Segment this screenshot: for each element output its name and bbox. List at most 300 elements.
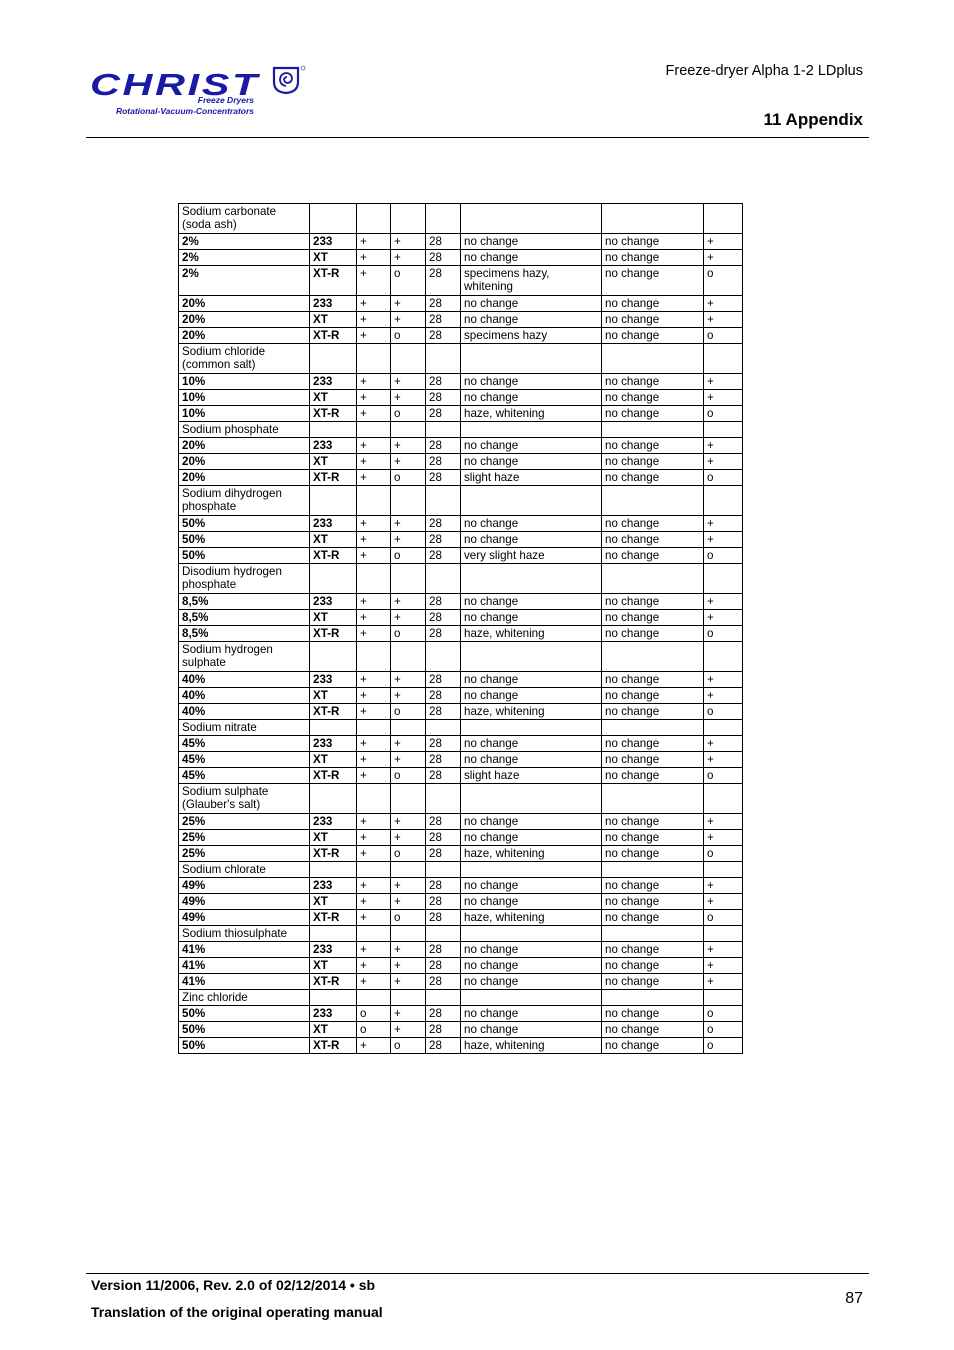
observation-2-cell: no change xyxy=(602,470,704,486)
material-cell: 233 xyxy=(310,438,357,454)
concentration-cell: 50% xyxy=(179,548,310,564)
concentration-cell: 10% xyxy=(179,406,310,422)
observation-cell: no change xyxy=(461,532,602,548)
rating-cell: o xyxy=(704,910,743,926)
duration-cell: 28 xyxy=(426,234,461,250)
empty-cell xyxy=(461,486,602,516)
empty-cell xyxy=(357,926,391,942)
resistance-b-cell: + xyxy=(391,532,426,548)
empty-cell xyxy=(310,486,357,516)
table-row xyxy=(179,454,743,470)
substance-group-row xyxy=(179,204,743,234)
concentration-cell: 20% xyxy=(179,470,310,486)
rating-cell: + xyxy=(704,374,743,390)
rating-cell: + xyxy=(704,894,743,910)
observation-cell: no change xyxy=(461,312,602,328)
concentration-cell: 41% xyxy=(179,942,310,958)
concentration-cell: 45% xyxy=(179,768,310,784)
resistance-a-cell: + xyxy=(357,296,391,312)
resistance-b-cell: o xyxy=(391,470,426,486)
observation-cell: very slight haze xyxy=(461,548,602,564)
observation-2-cell: no change xyxy=(602,548,704,564)
concentration-cell: 41% xyxy=(179,958,310,974)
empty-cell xyxy=(391,486,426,516)
empty-cell xyxy=(704,564,743,594)
duration-cell: 28 xyxy=(426,814,461,830)
observation-cell: no change xyxy=(461,438,602,454)
table-row xyxy=(179,532,743,548)
resistance-a-cell: + xyxy=(357,752,391,768)
resistance-a-cell: + xyxy=(357,958,391,974)
empty-cell xyxy=(704,720,743,736)
empty-cell xyxy=(461,642,602,672)
observation-cell: no change xyxy=(461,942,602,958)
resistance-a-cell: + xyxy=(357,406,391,422)
material-cell: 233 xyxy=(310,594,357,610)
substance-group-row xyxy=(179,564,743,594)
table-row xyxy=(179,910,743,926)
concentration-cell: 40% xyxy=(179,688,310,704)
material-cell: XT xyxy=(310,610,357,626)
table-row xyxy=(179,610,743,626)
observation-2-cell: no change xyxy=(602,814,704,830)
material-cell: XT xyxy=(310,958,357,974)
resistance-a-cell: + xyxy=(357,846,391,862)
empty-cell xyxy=(426,862,461,878)
table-row xyxy=(179,374,743,390)
resistance-a-cell: + xyxy=(357,594,391,610)
observation-2-cell: no change xyxy=(602,312,704,328)
observation-cell: no change xyxy=(461,958,602,974)
rating-cell: o xyxy=(704,626,743,642)
resistance-a-cell: + xyxy=(357,516,391,532)
substance-name: Zinc chloride xyxy=(179,990,310,1006)
christ-logo xyxy=(88,62,318,120)
resistance-a-cell: + xyxy=(357,910,391,926)
resistance-b-cell: o xyxy=(391,626,426,642)
observation-cell: no change xyxy=(461,830,602,846)
table-row xyxy=(179,752,743,768)
substance-name: Sodium dihydrogen phosphate xyxy=(179,486,310,516)
resistance-a-cell: + xyxy=(357,672,391,688)
substance-group-row xyxy=(179,720,743,736)
duration-cell: 28 xyxy=(426,532,461,548)
material-cell: XT xyxy=(310,894,357,910)
rating-cell: + xyxy=(704,532,743,548)
empty-cell xyxy=(310,564,357,594)
concentration-cell: 49% xyxy=(179,878,310,894)
resistance-a-cell: + xyxy=(357,312,391,328)
table-row xyxy=(179,250,743,266)
observation-2-cell: no change xyxy=(602,438,704,454)
observation-2-cell: no change xyxy=(602,1022,704,1038)
resistance-a-cell: + xyxy=(357,470,391,486)
empty-cell xyxy=(461,926,602,942)
observation-2-cell: no change xyxy=(602,958,704,974)
observation-2-cell: no change xyxy=(602,878,704,894)
resistance-b-cell: o xyxy=(391,328,426,344)
empty-cell xyxy=(602,784,704,814)
duration-cell: 28 xyxy=(426,1038,461,1054)
rating-cell: o xyxy=(704,266,743,296)
rating-cell: + xyxy=(704,390,743,406)
concentration-cell: 25% xyxy=(179,846,310,862)
footer-divider xyxy=(86,1273,869,1274)
resistance-b-cell: + xyxy=(391,878,426,894)
observation-cell: no change xyxy=(461,374,602,390)
rating-cell: o xyxy=(704,846,743,862)
material-cell: 233 xyxy=(310,516,357,532)
empty-cell xyxy=(357,564,391,594)
duration-cell: 28 xyxy=(426,878,461,894)
material-cell: XT xyxy=(310,830,357,846)
observation-2-cell: no change xyxy=(602,846,704,862)
rating-cell: + xyxy=(704,296,743,312)
concentration-cell: 20% xyxy=(179,296,310,312)
concentration-cell: 50% xyxy=(179,532,310,548)
observation-cell: no change xyxy=(461,516,602,532)
christ-logo-graphic xyxy=(88,62,318,120)
concentration-cell: 20% xyxy=(179,328,310,344)
observation-2-cell: no change xyxy=(602,626,704,642)
concentration-cell: 40% xyxy=(179,704,310,720)
empty-cell xyxy=(310,422,357,438)
observation-2-cell: no change xyxy=(602,1038,704,1054)
table-row xyxy=(179,438,743,454)
duration-cell: 28 xyxy=(426,688,461,704)
table-row xyxy=(179,768,743,784)
empty-cell xyxy=(310,344,357,374)
rating-cell: + xyxy=(704,752,743,768)
observation-cell: haze, whitening xyxy=(461,1038,602,1054)
material-cell: 233 xyxy=(310,296,357,312)
observation-cell: no change xyxy=(461,814,602,830)
table-row xyxy=(179,878,743,894)
rating-cell: + xyxy=(704,942,743,958)
empty-cell xyxy=(461,344,602,374)
empty-cell xyxy=(426,204,461,234)
resistance-b-cell: + xyxy=(391,814,426,830)
rating-cell: + xyxy=(704,234,743,250)
material-cell: XT-R xyxy=(310,768,357,784)
resistance-b-cell: + xyxy=(391,438,426,454)
observation-cell: no change xyxy=(461,1022,602,1038)
observation-2-cell: no change xyxy=(602,454,704,470)
material-cell: XT-R xyxy=(310,548,357,564)
resistance-b-cell: + xyxy=(391,830,426,846)
empty-cell xyxy=(391,422,426,438)
rating-cell: + xyxy=(704,250,743,266)
table-row xyxy=(179,470,743,486)
resistance-b-cell: + xyxy=(391,374,426,390)
concentration-cell: 50% xyxy=(179,1006,310,1022)
table-row xyxy=(179,894,743,910)
substance-name: Sodium sulphate (Glauber's salt) xyxy=(179,784,310,814)
empty-cell xyxy=(310,784,357,814)
table-row xyxy=(179,704,743,720)
rating-cell: o xyxy=(704,548,743,564)
empty-cell xyxy=(391,862,426,878)
resistance-a-cell: + xyxy=(357,266,391,296)
table-row xyxy=(179,672,743,688)
resistance-b-cell: + xyxy=(391,752,426,768)
observation-cell: no change xyxy=(461,454,602,470)
concentration-cell: 8,5% xyxy=(179,594,310,610)
substance-name: Sodium thiosulphate xyxy=(179,926,310,942)
resistance-b-cell: + xyxy=(391,594,426,610)
rating-cell: + xyxy=(704,454,743,470)
document-title: Freeze-dryer Alpha 1-2 LDplus xyxy=(665,63,863,79)
observation-2-cell: no change xyxy=(602,594,704,610)
observation-2-cell: no change xyxy=(602,250,704,266)
empty-cell xyxy=(704,486,743,516)
material-cell: XT xyxy=(310,312,357,328)
substance-name: Sodium nitrate xyxy=(179,720,310,736)
footer-translation: Translation of the original operating manual xyxy=(91,1304,383,1320)
observation-2-cell: no change xyxy=(602,974,704,990)
observation-cell: no change xyxy=(461,752,602,768)
resistance-a-cell: + xyxy=(357,234,391,250)
empty-cell xyxy=(310,862,357,878)
empty-cell xyxy=(391,204,426,234)
empty-cell xyxy=(426,990,461,1006)
observation-2-cell: no change xyxy=(602,374,704,390)
duration-cell: 28 xyxy=(426,374,461,390)
substance-group-row xyxy=(179,784,743,814)
duration-cell: 28 xyxy=(426,438,461,454)
material-cell: XT xyxy=(310,532,357,548)
table-row xyxy=(179,296,743,312)
empty-cell xyxy=(704,344,743,374)
material-cell: XT xyxy=(310,752,357,768)
empty-cell xyxy=(602,422,704,438)
empty-cell xyxy=(310,926,357,942)
duration-cell: 28 xyxy=(426,516,461,532)
observation-2-cell: no change xyxy=(602,390,704,406)
concentration-cell: 45% xyxy=(179,736,310,752)
table-row xyxy=(179,688,743,704)
resistance-b-cell: + xyxy=(391,736,426,752)
substance-group-row xyxy=(179,862,743,878)
table-row xyxy=(179,594,743,610)
resistance-a-cell: + xyxy=(357,974,391,990)
observation-cell: specimens hazy, whitening xyxy=(461,266,602,296)
resistance-a-cell: + xyxy=(357,626,391,642)
table-row xyxy=(179,942,743,958)
table-row xyxy=(179,736,743,752)
table-row xyxy=(179,814,743,830)
empty-cell xyxy=(704,784,743,814)
table-row xyxy=(179,266,743,296)
empty-cell xyxy=(310,720,357,736)
resistance-b-cell: o xyxy=(391,266,426,296)
observation-cell: no change xyxy=(461,974,602,990)
material-cell: 233 xyxy=(310,942,357,958)
concentration-cell: 45% xyxy=(179,752,310,768)
resistance-b-cell: + xyxy=(391,390,426,406)
resistance-a-cell: + xyxy=(357,736,391,752)
empty-cell xyxy=(391,564,426,594)
resistance-b-cell: + xyxy=(391,312,426,328)
duration-cell: 28 xyxy=(426,752,461,768)
empty-cell xyxy=(602,926,704,942)
duration-cell: 28 xyxy=(426,846,461,862)
resistance-b-cell: + xyxy=(391,942,426,958)
substance-name: Sodium chlorate xyxy=(179,862,310,878)
resistance-b-cell: o xyxy=(391,548,426,564)
material-cell: 233 xyxy=(310,878,357,894)
material-cell: 233 xyxy=(310,374,357,390)
empty-cell xyxy=(602,204,704,234)
empty-cell xyxy=(461,862,602,878)
duration-cell: 28 xyxy=(426,1022,461,1038)
footer-version: Version 11/2006, Rev. 2.0 of 02/12/2014 • sb xyxy=(91,1277,376,1293)
duration-cell: 28 xyxy=(426,974,461,990)
material-cell: XT xyxy=(310,454,357,470)
observation-cell: no change xyxy=(461,390,602,406)
empty-cell xyxy=(426,486,461,516)
material-cell: 233 xyxy=(310,672,357,688)
concentration-cell: 2% xyxy=(179,250,310,266)
substance-name: Sodium chloride (common salt) xyxy=(179,344,310,374)
rating-cell: o xyxy=(704,768,743,784)
observation-2-cell: no change xyxy=(602,328,704,344)
table-row xyxy=(179,974,743,990)
empty-cell xyxy=(461,784,602,814)
concentration-cell: 41% xyxy=(179,974,310,990)
empty-cell xyxy=(391,720,426,736)
table-row xyxy=(179,548,743,564)
substance-name: Disodium hydrogen phosphate xyxy=(179,564,310,594)
resistance-b-cell: o xyxy=(391,1038,426,1054)
observation-2-cell: no change xyxy=(602,894,704,910)
concentration-cell: 50% xyxy=(179,1038,310,1054)
empty-cell xyxy=(602,862,704,878)
material-cell: XT-R xyxy=(310,846,357,862)
empty-cell xyxy=(357,642,391,672)
rating-cell: o xyxy=(704,406,743,422)
substance-group-row xyxy=(179,422,743,438)
concentration-cell: 20% xyxy=(179,312,310,328)
resistance-a-cell: + xyxy=(357,374,391,390)
duration-cell: 28 xyxy=(426,548,461,564)
substance-name: Sodium carbonate (soda ash) xyxy=(179,204,310,234)
observation-cell: no change xyxy=(461,736,602,752)
observation-cell: no change xyxy=(461,296,602,312)
duration-cell: 28 xyxy=(426,312,461,328)
resistance-a-cell: + xyxy=(357,532,391,548)
empty-cell xyxy=(310,204,357,234)
duration-cell: 28 xyxy=(426,470,461,486)
table-body xyxy=(179,204,743,1054)
duration-cell: 28 xyxy=(426,266,461,296)
resistance-a-cell: + xyxy=(357,548,391,564)
observation-cell: no change xyxy=(461,250,602,266)
concentration-cell: 49% xyxy=(179,894,310,910)
resistance-a-cell: o xyxy=(357,1006,391,1022)
substance-name: Sodium hydrogen sulphate xyxy=(179,642,310,672)
resistance-a-cell: + xyxy=(357,328,391,344)
resistance-a-cell: + xyxy=(357,942,391,958)
material-cell: XT xyxy=(310,390,357,406)
observation-cell: no change xyxy=(461,234,602,250)
empty-cell xyxy=(704,926,743,942)
material-cell: XT-R xyxy=(310,406,357,422)
rating-cell: + xyxy=(704,688,743,704)
rating-cell: o xyxy=(704,328,743,344)
chemical-resistance-table xyxy=(178,203,743,1054)
observation-cell: haze, whitening xyxy=(461,846,602,862)
resistance-b-cell: + xyxy=(391,610,426,626)
header-divider xyxy=(86,137,869,138)
empty-cell xyxy=(461,990,602,1006)
concentration-cell: 8,5% xyxy=(179,610,310,626)
concentration-cell: 49% xyxy=(179,910,310,926)
material-cell: XT-R xyxy=(310,1038,357,1054)
observation-cell: specimens hazy xyxy=(461,328,602,344)
empty-cell xyxy=(426,422,461,438)
material-cell: 233 xyxy=(310,736,357,752)
observation-2-cell: no change xyxy=(602,234,704,250)
resistance-b-cell: + xyxy=(391,296,426,312)
substance-group-row xyxy=(179,990,743,1006)
observation-cell: slight haze xyxy=(461,768,602,784)
rating-cell: o xyxy=(704,470,743,486)
empty-cell xyxy=(426,642,461,672)
empty-cell xyxy=(704,642,743,672)
substance-group-row xyxy=(179,926,743,942)
resistance-a-cell: + xyxy=(357,438,391,454)
observation-cell: haze, whitening xyxy=(461,704,602,720)
resistance-b-cell: + xyxy=(391,894,426,910)
resistance-b-cell: + xyxy=(391,688,426,704)
empty-cell xyxy=(704,204,743,234)
resistance-b-cell: + xyxy=(391,1006,426,1022)
concentration-cell: 10% xyxy=(179,390,310,406)
rating-cell: + xyxy=(704,672,743,688)
material-cell: XT-R xyxy=(310,974,357,990)
swirl-emblem-icon xyxy=(274,66,305,93)
material-cell: 233 xyxy=(310,234,357,250)
substance-group-row xyxy=(179,642,743,672)
material-cell: XT-R xyxy=(310,328,357,344)
resistance-a-cell: + xyxy=(357,704,391,720)
empty-cell xyxy=(461,720,602,736)
resistance-b-cell: o xyxy=(391,704,426,720)
empty-cell xyxy=(426,784,461,814)
observation-2-cell: no change xyxy=(602,752,704,768)
logo-brand-text: CHRIST xyxy=(90,67,262,102)
duration-cell: 28 xyxy=(426,1006,461,1022)
resistance-b-cell: + xyxy=(391,250,426,266)
empty-cell xyxy=(426,720,461,736)
concentration-cell: 50% xyxy=(179,516,310,532)
duration-cell: 28 xyxy=(426,736,461,752)
concentration-cell: 2% xyxy=(179,234,310,250)
duration-cell: 28 xyxy=(426,704,461,720)
table-row xyxy=(179,1038,743,1054)
resistance-a-cell: + xyxy=(357,454,391,470)
section-title: 11 Appendix xyxy=(763,110,863,129)
observation-2-cell: no change xyxy=(602,768,704,784)
substance-name: Sodium phosphate xyxy=(179,422,310,438)
rating-cell: o xyxy=(704,1006,743,1022)
empty-cell xyxy=(461,422,602,438)
material-cell: XT xyxy=(310,1022,357,1038)
observation-2-cell: no change xyxy=(602,830,704,846)
resistance-b-cell: + xyxy=(391,1022,426,1038)
empty-cell xyxy=(310,642,357,672)
